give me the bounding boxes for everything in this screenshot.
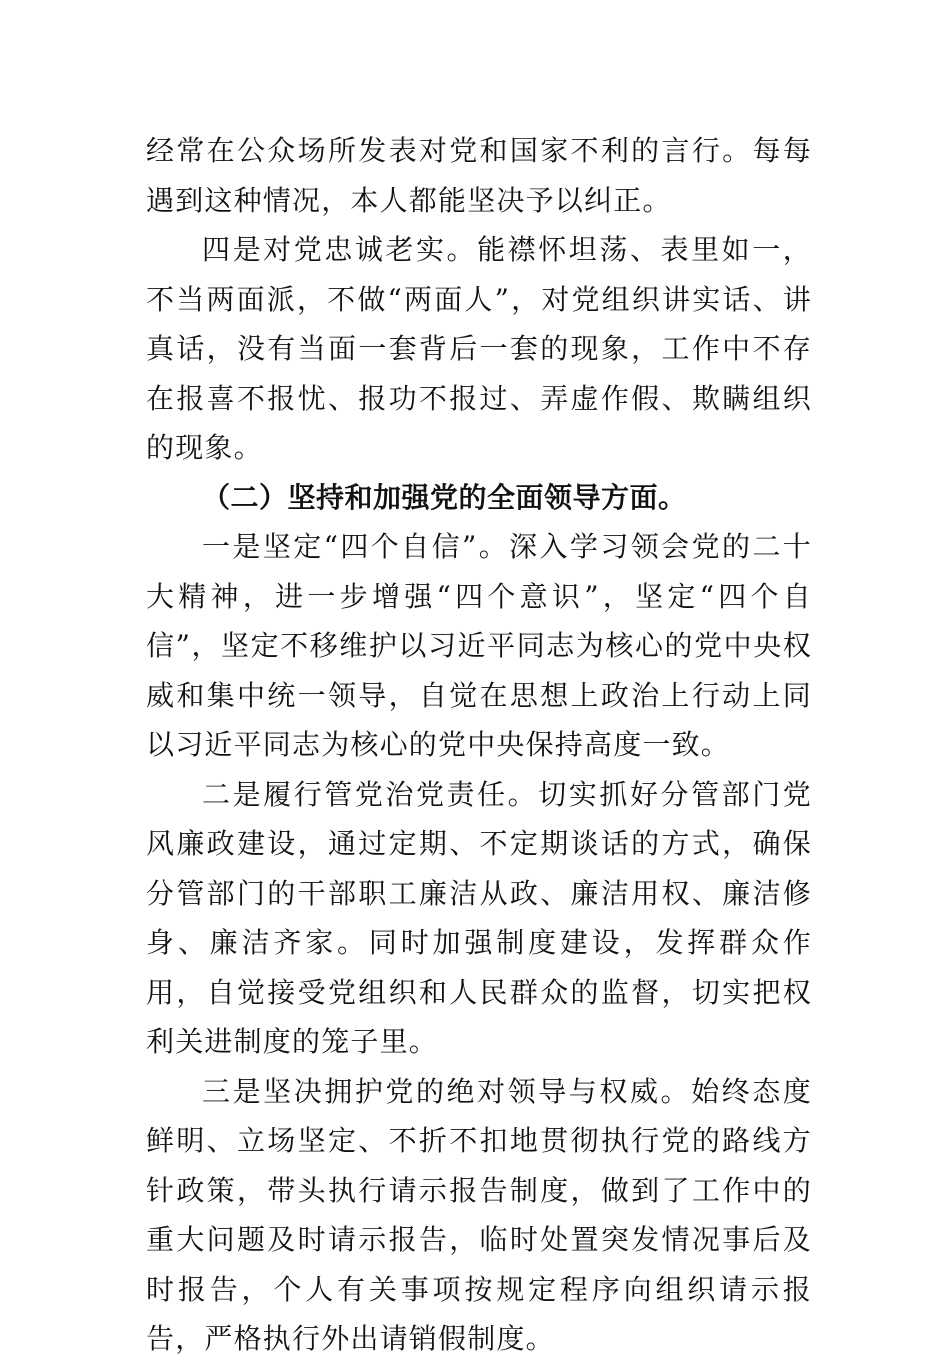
section-heading: （二）坚持和加强党的全面领导方面。 <box>202 480 687 514</box>
paragraph-loyalty: 四是对党忠诚老实。能襟怀坦荡、表里如一，不当两面派，不做“两面人”，对党组织讲实话、讲真话，没有当面一套背后一套的现象，工作中不存在报喜不报忧、报功不报过、弄虚作假、欺瞒组织的现象。 <box>146 233 812 464</box>
paragraph-four-confidences: 一是坚定“四个自信”。深入学习领会党的二十大精神，进一步增强“四个意识”，坚定“四个自信”，坚定不移维护以习近平同志为核心的党中央权威和集中统一领导，自觉在思想上政治上行动上同以习近平同志为核心的党中央保持高度一致。 <box>146 530 812 761</box>
document-body <box>146 126 812 1364</box>
paragraph-party-governance: 二是履行管党治党责任。切实抓好分管部门党风廉政建设，通过定期、不定期谈话的方式，确保分管部门的干部职工廉洁从政、廉洁用权、廉洁修身、廉洁齐家。同时加强制度建设，发挥群众作用，自觉接受党组织和人民群众的监督，切实把权利关进制度的笼子里。 <box>146 777 812 1058</box>
paragraph-party-leadership: 三是坚决拥护党的绝对领导与权威。始终态度鲜明、立场坚定、不折不扣地贯彻执行党的路线方针政策，带头执行请示报告制度，做到了工作中的重大问题及时请示报告，临时处置突发情况事后及时报告，个人有关事项按规定程序向组织请示报告，严格执行外出请销假制度。 <box>146 1074 812 1355</box>
paragraph-continuation: 经常在公众场所发表对党和国家不利的言行。每每遇到这种情况，本人都能坚决予以纠正。 <box>146 134 812 217</box>
